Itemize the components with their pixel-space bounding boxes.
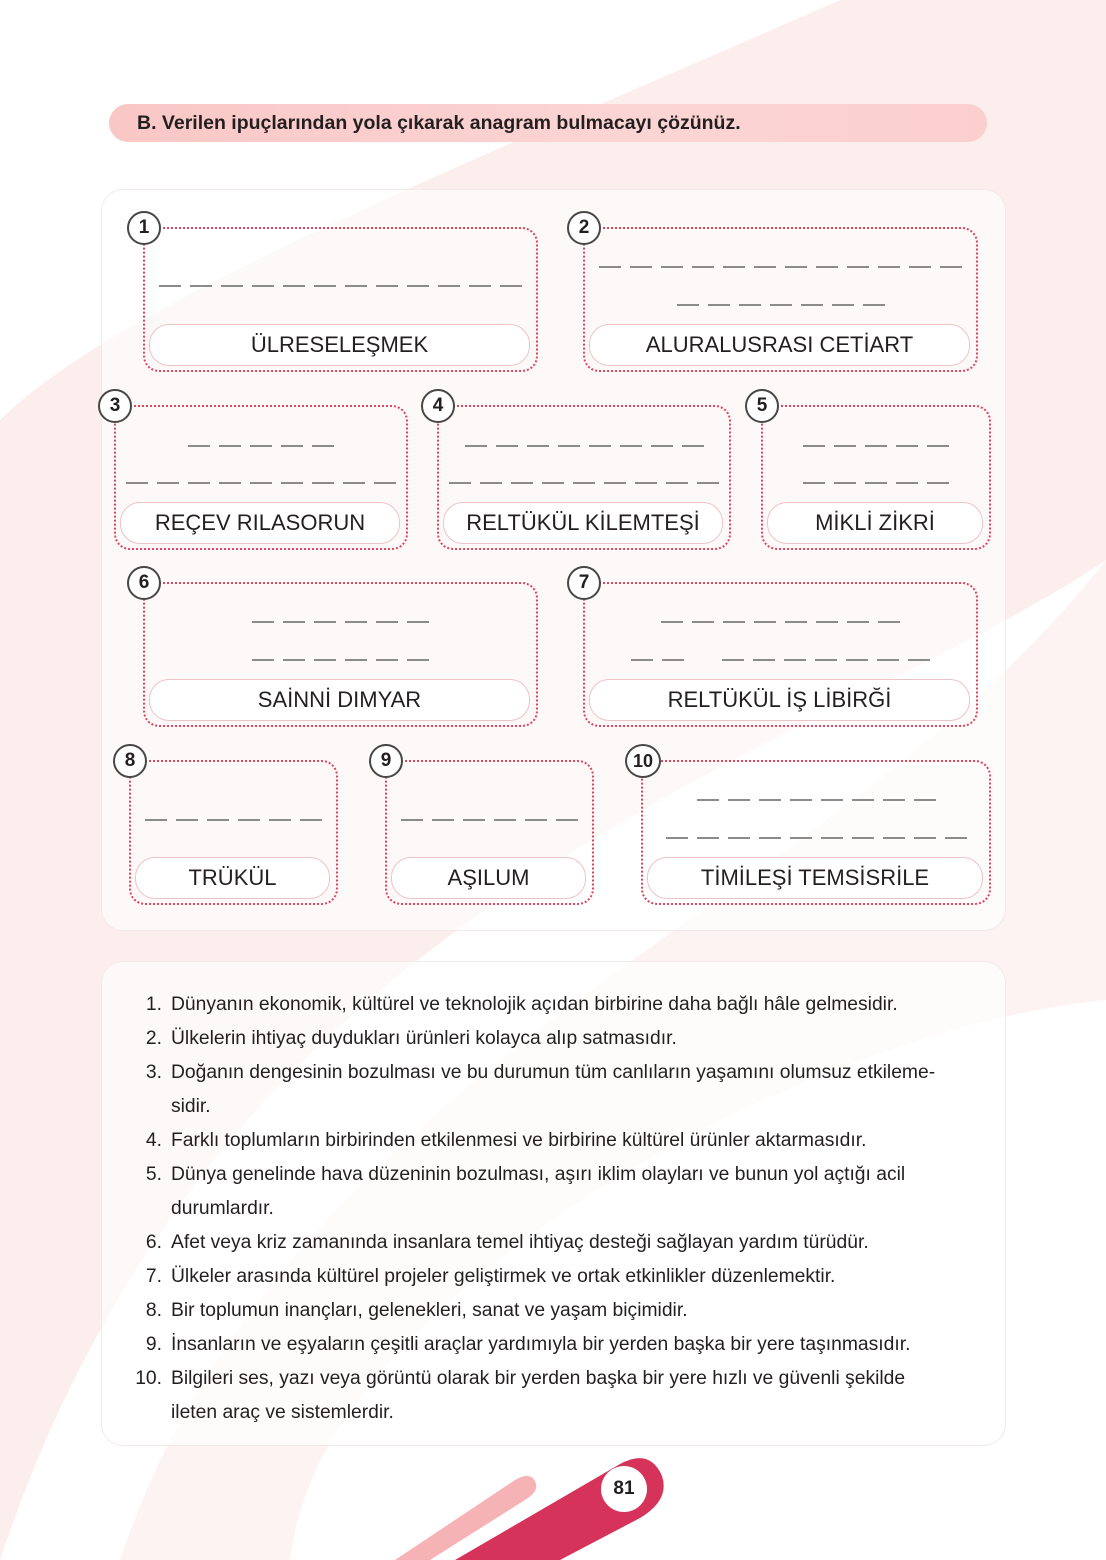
clue-list (134, 988, 974, 1430)
anagram-label: TRÜKÜL (135, 857, 330, 899)
clue-number: 7. (145, 1266, 162, 1287)
puzzle-number: 9 (369, 744, 403, 778)
puzzle-9 (380, 750, 594, 905)
puzzle-5 (756, 395, 991, 550)
answer-blanks[interactable] (437, 482, 731, 484)
puzzle-3 (109, 395, 408, 550)
clue-number: 5. (145, 1164, 162, 1185)
answer-blanks[interactable] (114, 445, 408, 447)
clue-number: 3. (145, 1062, 162, 1083)
puzzle-6 (138, 572, 538, 727)
anagram-label: RELTÜKÜL İŞ LİBİRĞİ (589, 679, 970, 721)
answer-blanks[interactable] (641, 837, 991, 839)
answer-blanks[interactable] (143, 285, 538, 287)
answer-blanks[interactable] (437, 445, 731, 447)
answer-blanks[interactable] (114, 482, 408, 484)
answer-blanks[interactable] (761, 482, 991, 484)
clue-text: Afet veya kriz zamanında insanlara temel ihtiyaç desteği sağlayan yardım türüdür. (171, 1232, 869, 1253)
puzzle-number: 2 (567, 211, 601, 245)
instruction-banner (109, 104, 987, 142)
clue-number: 9. (145, 1334, 162, 1355)
list-item (134, 1056, 974, 1124)
clue-text: İnsanların ve eşyaların çeşitli araçlar yardımıyla bir yerden başka bir yere taşınmasıdır. (171, 1334, 911, 1355)
anagram-label: ÜLRESELEŞMEK (149, 324, 530, 366)
puzzle-number: 7 (567, 566, 601, 600)
list-item (134, 1294, 974, 1328)
list-item (134, 1362, 974, 1430)
anagram-label: REÇEV RILASORUN (120, 502, 400, 544)
clue-number: 8. (145, 1300, 162, 1321)
clue-text: Farklı toplumların birbirinden etkilenmesi ve birbirine kültürel ürünler aktarmasıdır. (171, 1130, 867, 1151)
clue-text: Dünyanın ekonomik, kültürel ve teknolojik açıdan birbirine daha bağlı hâle gelmesidir. (171, 994, 898, 1015)
puzzle-4 (432, 395, 731, 550)
puzzle-2 (578, 217, 978, 372)
clue-number: 2. (145, 1028, 162, 1049)
answer-blanks[interactable] (143, 659, 538, 661)
puzzle-8 (124, 750, 338, 905)
clue-text: Bir toplumun inançları, gelenekleri, sanat ve yaşam biçimidir. (171, 1300, 688, 1321)
page-number: 81 (601, 1466, 647, 1512)
clue-text: Ülkelerin ihtiyaç duydukları ürünleri kolayca alıp satmasıdır. (171, 1028, 677, 1049)
puzzle-7 (578, 572, 978, 727)
puzzle-number: 3 (98, 389, 132, 423)
puzzle-10 (632, 751, 991, 905)
answer-blanks[interactable] (641, 799, 991, 801)
clue-text: Doğanın dengesinin bozulması ve bu durumun tüm canlıların yaşamını olumsuz etkileme-sidir. (171, 1062, 936, 1117)
clue-text: Bilgileri ses, yazı veya görüntü olarak bir yerden başka bir yere hızlı ve güvenli şekilde ileten araç ve sistemlerdir. (171, 1368, 906, 1423)
clue-number: 1. (145, 994, 162, 1015)
anagram-label: ALURALUSRASI CETİART (589, 324, 970, 366)
answer-blanks[interactable] (583, 621, 978, 623)
answer-blanks[interactable] (583, 304, 978, 306)
answer-blanks[interactable] (143, 621, 538, 623)
list-item (134, 1124, 974, 1158)
list-item (134, 1260, 974, 1294)
list-item (134, 1158, 974, 1226)
list-item (134, 1328, 974, 1362)
puzzle-number: 1 (127, 211, 161, 245)
list-item (134, 1022, 974, 1056)
anagram-label: SAİNNİ DIMYAR (149, 679, 530, 721)
puzzle-number: 8 (113, 744, 147, 778)
clue-number: 10. (135, 1368, 162, 1389)
answer-blanks[interactable] (761, 445, 991, 447)
clue-number: 4. (145, 1130, 162, 1151)
footer-stripe (0, 1440, 1106, 1560)
list-item (134, 1226, 974, 1260)
clue-text: Ülkeler arasında kültürel projeler geliştirmek ve ortak etkinlikler düzenlemektir. (171, 1266, 836, 1287)
anagram-label: TİMİLEŞİ TEMSİSRİLE (647, 857, 983, 899)
anagram-label: AŞILUM (391, 857, 586, 899)
anagram-label: MİKLİ ZİKRİ (767, 502, 983, 544)
list-item (134, 988, 974, 1022)
puzzle-number: 10 (625, 744, 661, 778)
instruction-text: B. Verilen ipuçlarından yola çıkarak anagram bulmacayı çözünüz. (137, 112, 741, 134)
clue-number: 6. (145, 1232, 162, 1253)
answer-blanks[interactable] (583, 266, 978, 268)
puzzle-1 (138, 217, 538, 372)
puzzle-number: 4 (421, 389, 455, 423)
answer-blanks[interactable] (129, 819, 338, 821)
puzzle-number: 6 (127, 566, 161, 600)
puzzle-number: 5 (745, 389, 779, 423)
anagram-label: RELTÜKÜL KİLEMTEŞİ (443, 502, 723, 544)
answer-blanks[interactable] (583, 659, 978, 661)
clue-text: Dünya genelinde hava düzeninin bozulması, aşırı iklim olayları ve bunun yol açtığı acil durumlardır. (171, 1164, 906, 1219)
answer-blanks[interactable] (385, 819, 594, 821)
